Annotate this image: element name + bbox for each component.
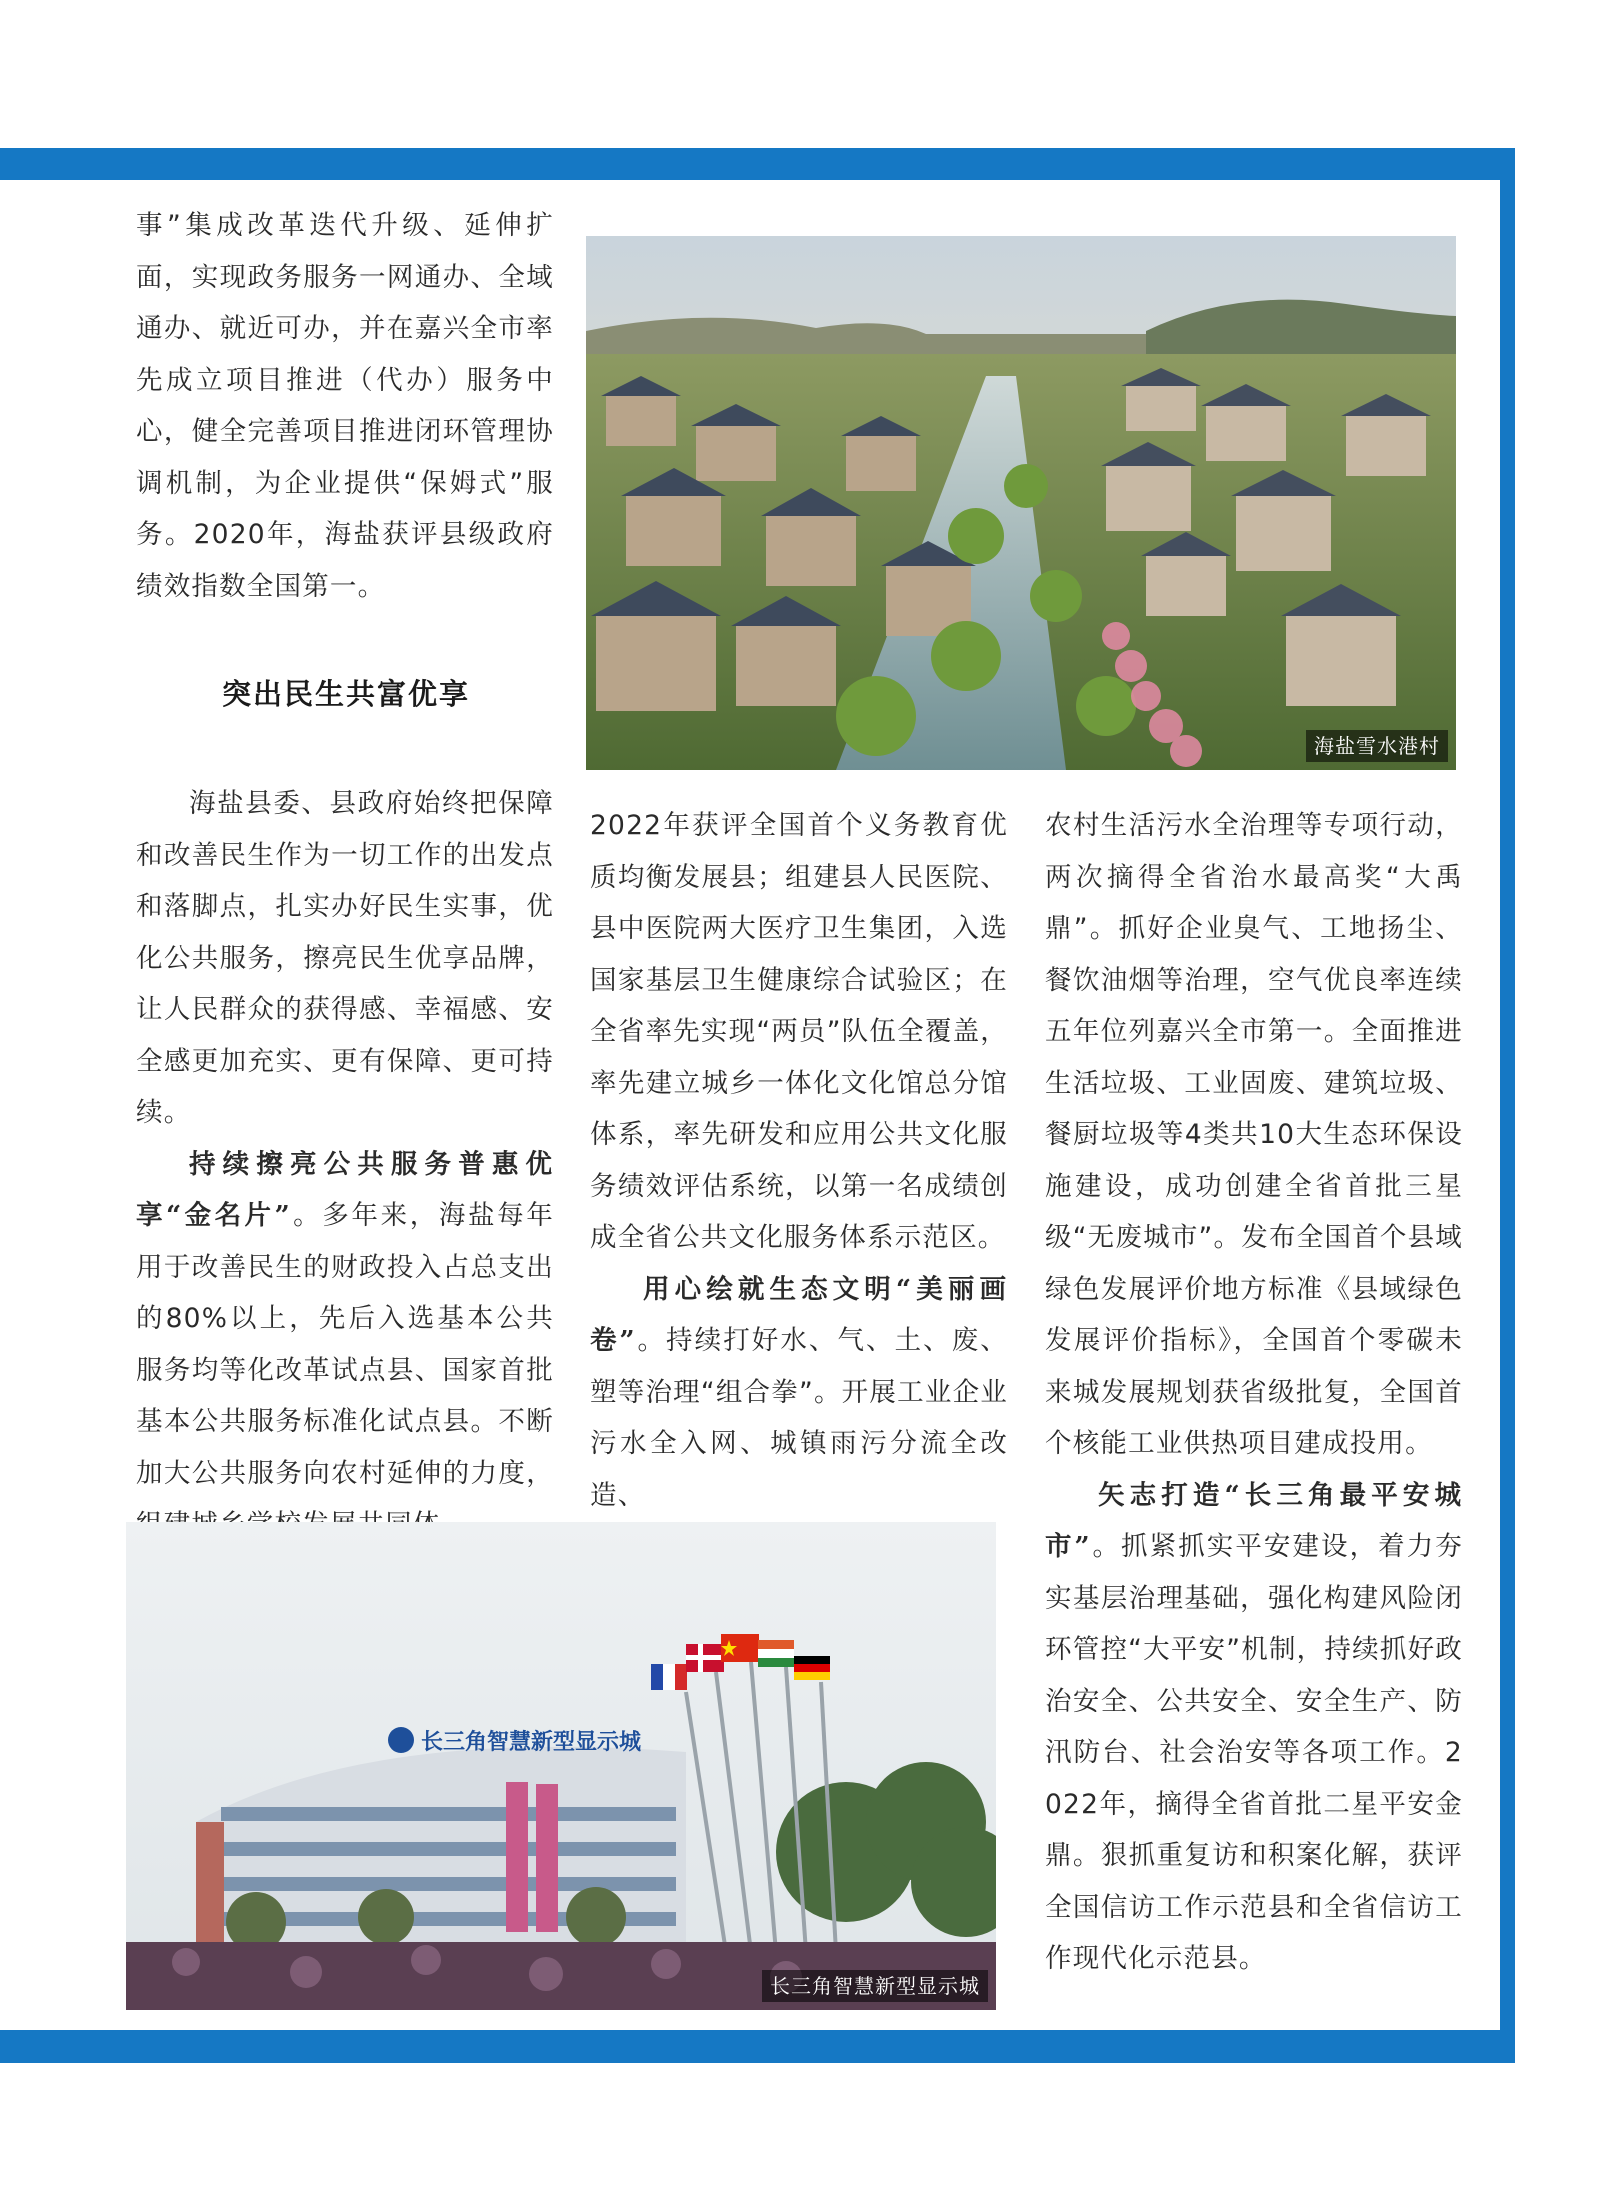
column-2 — [590, 800, 1008, 1521]
public-service-paragraph — [136, 1139, 554, 1551]
ecology-lead: 用心绘就生态文明“美丽画卷” — [590, 1273, 1008, 1356]
display-city-photo-caption: 长三角智慧新型显示城 — [762, 1970, 988, 2002]
frame-right-bar — [1500, 148, 1515, 2063]
public-service-lead: 持续擦亮公共服务普惠优享“金名片” — [136, 1148, 554, 1231]
intro-paragraph: 事”集成改革迭代升级、延伸扩面，实现政务服务一网通办、全域通办、就近可办，并在嘉兴全市率先成立项目推进（代办）服务中心，健全完善项目推进闭环管理协调机制，为企业提供“保姆式”服务。2020年，海盐获评县级政府绩效指数全国第一。 — [136, 210, 554, 602]
public-service-text: 。多年来，海盐每年用于改善民生的财政投入占总支出的80%以上，先后入选基本公共服务均等化改革试点县、国家首批基本公共服务标准化试点县。不断加大公共服务向农村延伸的力度， — [136, 1200, 554, 1489]
column-3 — [1045, 800, 1463, 1985]
safety-text: 。抓紧抓实平安建设，着力夯实基层治理基础，强化构建风险闭环管控“大平安”机制，持续抓好政治安全、公共安全、安全生产、防汛防台、社会治安等各项工作。2022年，摘得全省首批二星平安金鼎。狠抓重复访和积案化解，获评全国信访工作示范县和全省信访工作现代化示范县。 — [1045, 1531, 1463, 1974]
column-1-intro — [136, 200, 554, 612]
building-sign: 长三角智慧新型显示城 — [421, 1729, 642, 1754]
frame-top-bar — [0, 148, 1515, 180]
environment-paragraph: 农村生活污水全治理等专项行动，两次摘得全省治水最高奖“大禹鼎”。抓好企业臭气、工地扬尘、餐饮油烟等治理，空气优良率连续五年位列嘉兴全市第一。全面推进生活垃圾、工业固废、建筑垃圾、餐厨垃圾等4类共10大生态环保设施建设，成功创建全省首批三星级“无废城市”。发布全国首个县域绿色发展评价地方标准《县域绿色发展评价指标》，全国首个零碳未来城发展规划获省级批复，全国首个核能工业供热项目建成投用。 — [1045, 810, 1463, 1459]
village-photo-caption: 海盐雪水港村 — [1306, 730, 1448, 762]
safety-lead: 矢志打造“长三角最平安城市” — [1045, 1479, 1463, 1562]
display-city-illustration — [126, 1522, 996, 2010]
ecology-text: 。持续打好水、气、土、废、塑等治理“组合拳”。开展工业企业污水全入网、城镇雨污分流全改造、 — [590, 1325, 1008, 1511]
village-scene-illustration — [586, 236, 1456, 770]
frame-bottom-bar — [0, 2030, 1515, 2063]
safety-paragraph — [1045, 1470, 1463, 1985]
village-photo — [586, 236, 1456, 770]
ecology-paragraph — [590, 1264, 1008, 1522]
section-heading: 突出民生共富优享 — [221, 677, 470, 711]
people-livelihood-paragraph: 海盐县委、县政府始终把保障和改善民生作为一切工作的出发点和落脚点，扎实办好民生实事，优化公共服务，擦亮民生优享品牌，让人民群众的获得感、幸福感、安全感更加充实、更有保障、更可持续。 — [136, 788, 554, 1128]
column-1-body — [136, 778, 554, 1551]
education-health-paragraph: 2022年获评全国首个义务教育优质均衡发展县；组建县人民医院、县中医院两大医疗卫生集团，入选国家基层卫生健康综合试验区；在全省率先实现“两员”队伍全覆盖，率先建立城乡一体化文化馆总分馆体系，率先研发和应用公共文化服务绩效评估系统，以第一名成绩创成全省公共文化服务体系示范区。 — [590, 810, 1008, 1253]
display-city-photo — [126, 1522, 996, 2010]
